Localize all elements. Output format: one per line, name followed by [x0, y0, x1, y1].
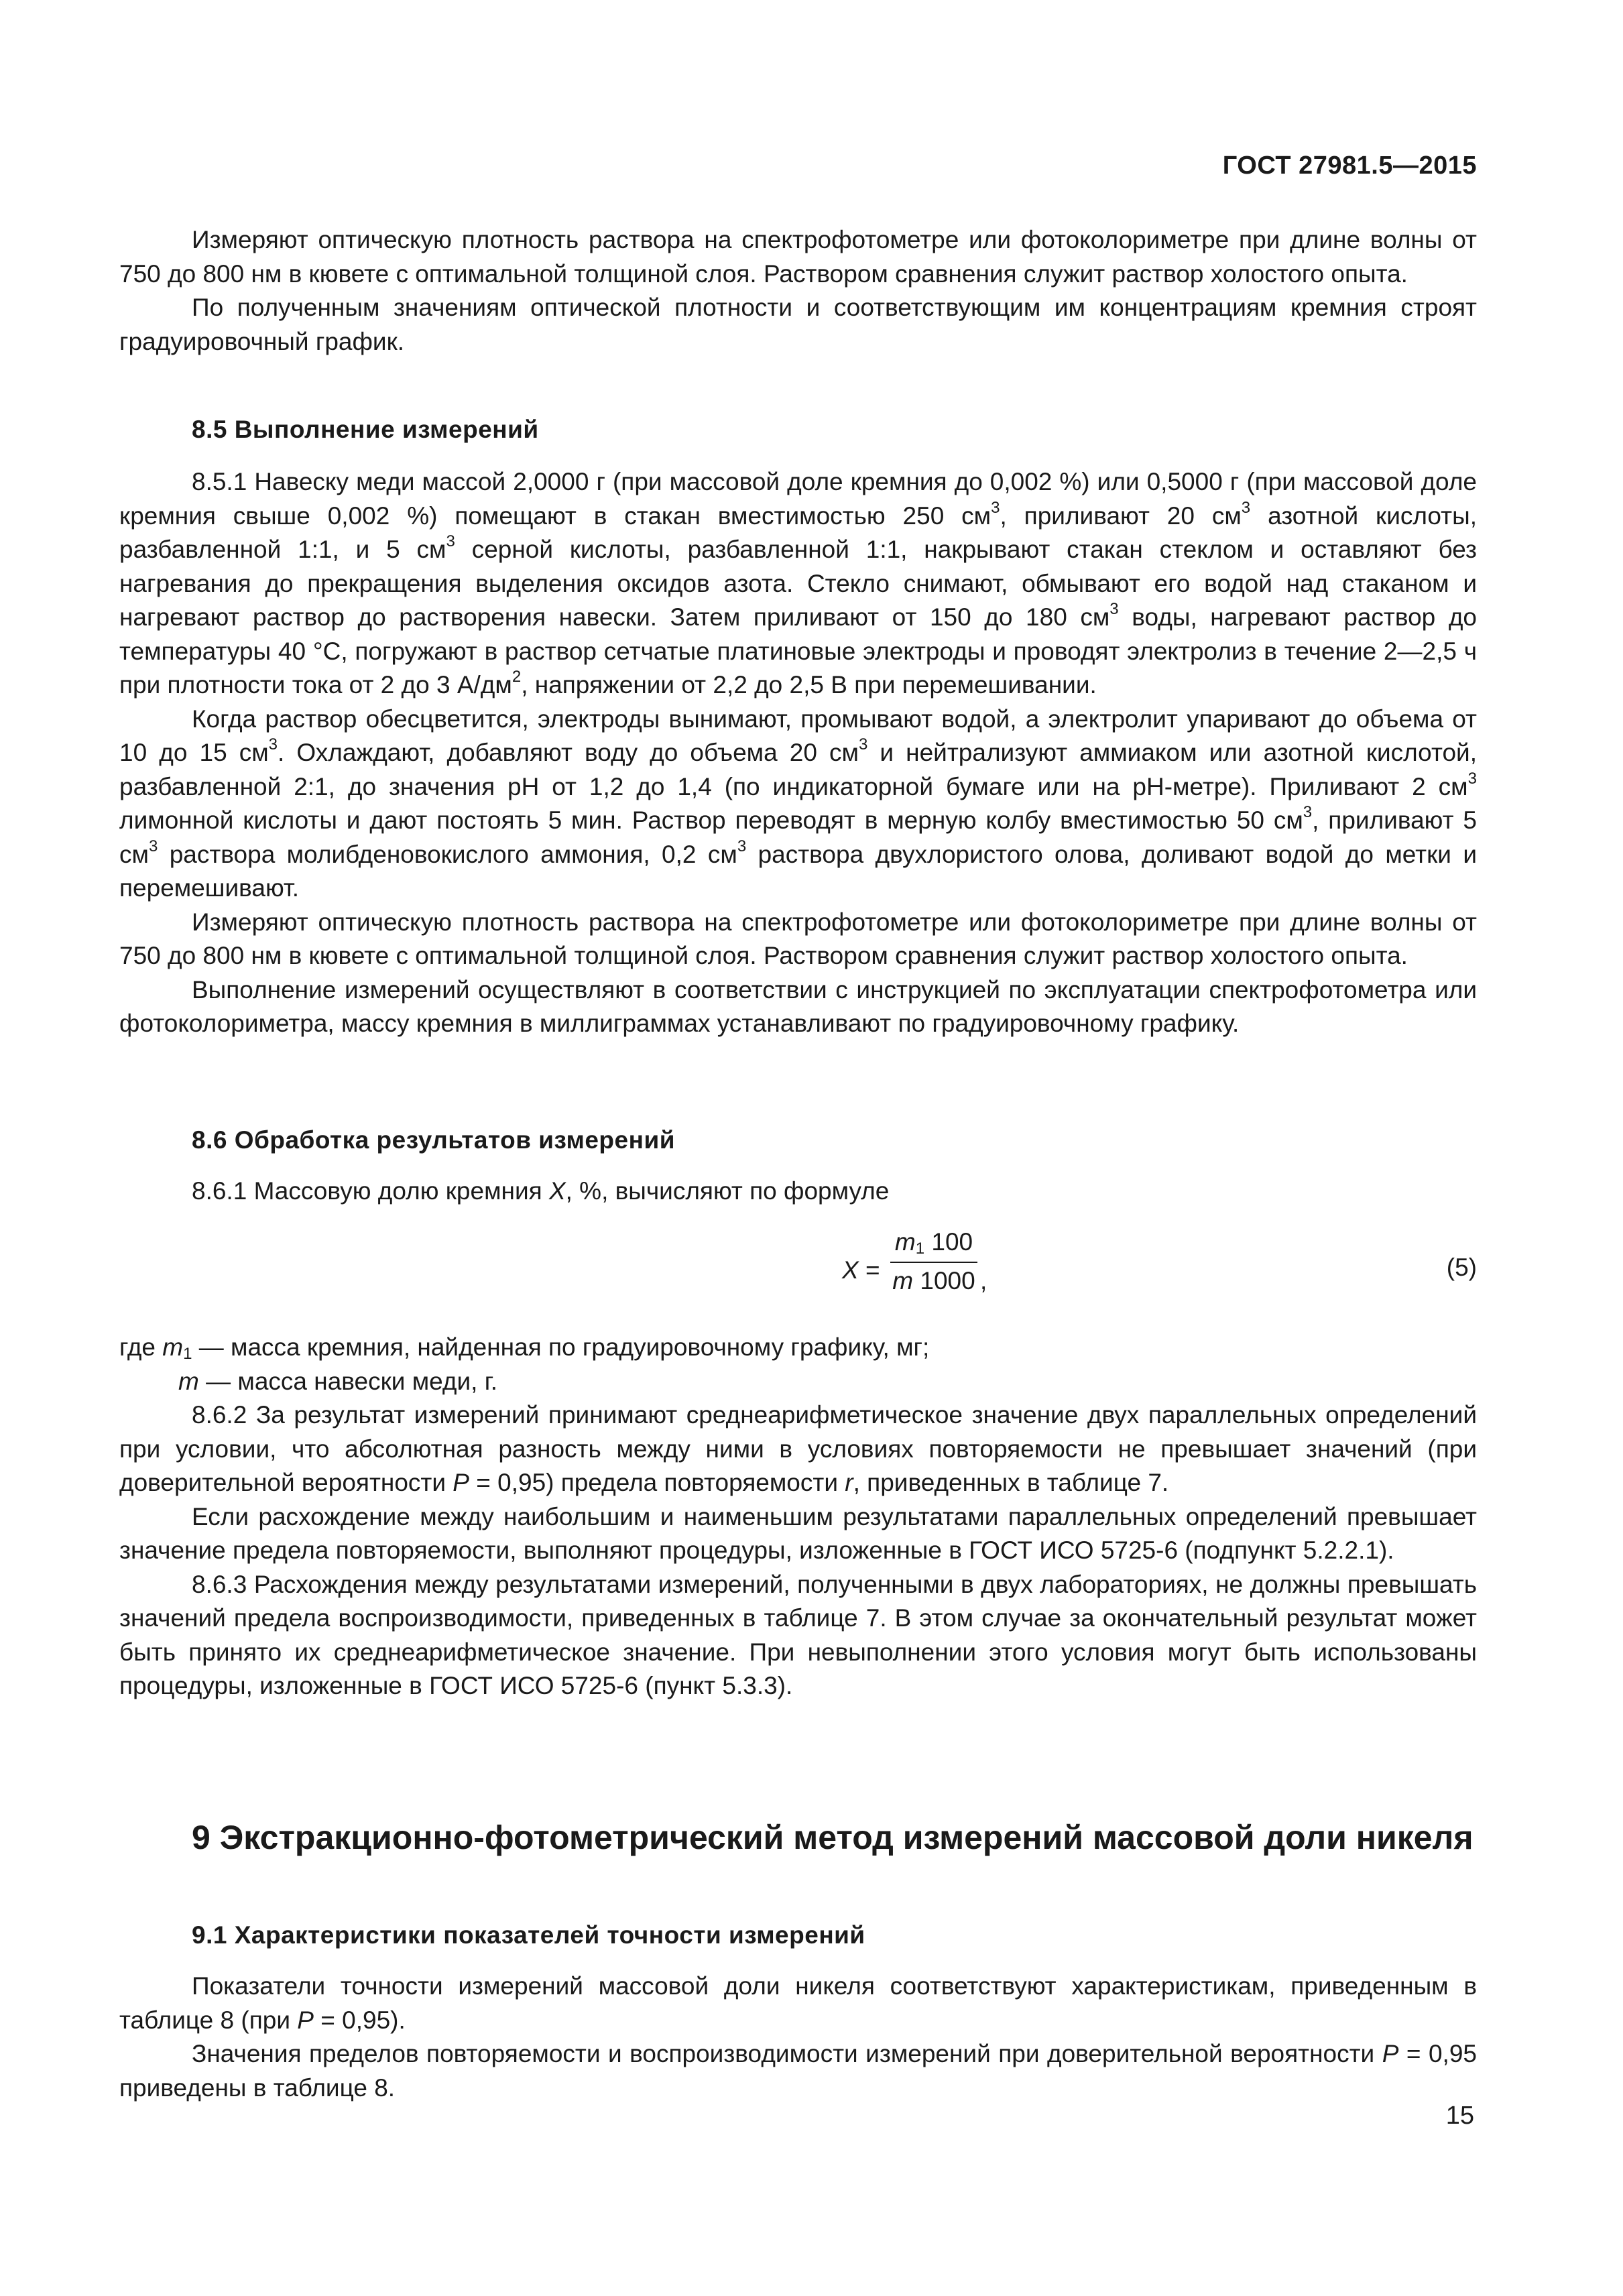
formula-number: (5): [1446, 1254, 1477, 1281]
paragraph: 8.6.2 За результат измерений принимают среднеарифметическое значение двух параллельных определений при условии, что абсолютная разность между ними в условиях повторяемости не превышает значений (при доверительной вероятности P = 0,95) предела повторяемости r, приведенных в таблице 7.: [119, 1401, 1477, 1496]
formula-denominator: m 1000: [892, 1267, 975, 1294]
section-heading: 8.5 Выполнение измерений: [192, 416, 539, 443]
legend-line: m — масса навески меди, г.: [178, 1367, 498, 1395]
section-8-4-tail: [119, 223, 1477, 359]
formula-fraction: [890, 1227, 977, 1296]
paragraph: Значения пределов повторяемости и воспроизводимости измерений при доверительной вероятности P = 0,95 приведены в таблице 8.: [119, 2040, 1477, 2102]
paragraph: По полученным значениям оптической плотности и соответствующим им концентрациям кремния строят градуировочный график.: [119, 294, 1477, 355]
section-9-1: [119, 1919, 1477, 1953]
section-8-6: [119, 1124, 1477, 1158]
fraction-bar: [890, 1262, 977, 1263]
section-8-5: [119, 413, 1477, 447]
formula-legend: [119, 1331, 1477, 1398]
page-number: 15: [1445, 2101, 1474, 2130]
section-9-1-body: [119, 1970, 1477, 2105]
section-8-6-intro: [119, 1174, 1477, 1209]
paragraph: 8.5.1 Навеску меди массой 2,0000 г (при массовой доле кремния до 0,002 %) или 0,5000 г (при массовой доле кремния свыше 0,002 %) помещают в стакан вместимостью 250 $см^3$, приливают 20 $см^3$ азотной кислоты, разбавленной 1:1, и 5 $см^3$ серной кислоты, разбавленной 1:1, накрывают стакан стеклом и оставляют без нагревания до прекращения выделения оксидов азота. Стекло снимают, обмывают его водой над стаканом и нагревают раствор до растворения навески. Затем приливают от 150 до 180 $см^3$ воды, нагревают раствор до температуры 40 °С, погружают в раствор сетчатые платиновые электроды и проводят электролиз в течение 2—2,5 ч при плотности тока от 2 до 3 $А/дм^2$, напряжении от 2,2 до 2,5 В при перемешивании.: [119, 468, 1478, 699]
paragraph: 8.6.3 Расхождения между результатами измерений, полученными в двух лабораториях, не должны превышать значений предела воспроизводимости, приведенных в таблице 7. В этом случае за окончательный результат может быть принято их среднеарифметическое значение. При невыполнении этого условия могут быть использованы процедуры, изложенные в ГОСТ ИСО 5725-6 (пункт 5.3.3).: [119, 1570, 1477, 1699]
chapter-heading: 9 Экстракционно-фотометрический метод измерений массовой доли никеля: [192, 1819, 1474, 1856]
section-8-6-body: [119, 1398, 1477, 1703]
paragraph: Когда раствор обесцветится, электроды вынимают, промывают водой, а электролит упаривают до объема от 10 до 15 $см^3$. Охлаждают, добавляют воду до объема 20 $см^3$ и нейтрализуют аммиаком или азотной кислотой, разбавленной 2:1, до значения рН от 1,2 до 1,4 (по индикаторной бумаге или на рН-метре). Приливают 2 $см^3$ лимонной кислоты и дают постоять 5 мин. Раствор переводят в мерную колбу вместимостью 50 $см^3$, приливают 5 $см^3$ раствора молибденовокислого аммония, 0,2 $см^3$ раствора двухлористого олова, доливают водой до метки и перемешивают.: [119, 705, 1477, 902]
paragraph: 8.6.1 Массовую долю кремния X, %, вычисляют по формуле: [192, 1177, 890, 1205]
paragraph: Показатели точности измерений массовой доли никеля соответствуют характеристикам, приведенным в таблице 8 (при P = 0,95).: [119, 1972, 1477, 2034]
section-heading: 8.6 Обработка результатов измерений: [192, 1126, 675, 1154]
paragraph: Если расхождение между наибольшим и наименьшим результатами параллельных определений превышает значение предела повторяемости, выполняют процедуры, изложенные в ГОСТ ИСО 5725-6 (подпункт 5.2.2.1).: [119, 1502, 1477, 1564]
section-heading: 9.1 Характеристики показателей точности измерений: [192, 1921, 865, 1949]
formula-numerator: $m_1$ 100: [894, 1228, 973, 1258]
formula-5: [119, 1227, 1477, 1314]
legend-line: где $m_1$ — масса кремния, найденная по градуировочному графику, мг;: [119, 1333, 930, 1363]
formula-comma: ,: [980, 1267, 987, 1294]
formula-lhs: X =: [842, 1256, 880, 1284]
paragraph: Измеряют оптическую плотность раствора на спектрофотометре или фотоколориметре при длине волны от 750 до 800 нм в кювете с оптимальной толщиной слоя. Раствором сравнения служит раствор холостого опыта.: [119, 226, 1477, 288]
document-code: ГОСТ 27981.5—2015: [1222, 152, 1477, 180]
paragraph: Измеряют оптическую плотность раствора на спектрофотометре или фотоколориметре при длине волны от 750 до 800 нм в кювете с оптимальной толщиной слоя. Раствором сравнения служит раствор холостого опыта.: [119, 908, 1477, 969]
section-8-5-body: [119, 465, 1477, 1041]
section-9: [119, 1817, 1477, 1858]
paragraph: Выполнение измерений осуществляют в соответствии с инструкцией по эксплуатации спектрофотометра или фотоколориметра, массу кремния в миллиграммах устанавливают по градуировочному графику.: [119, 975, 1477, 1037]
